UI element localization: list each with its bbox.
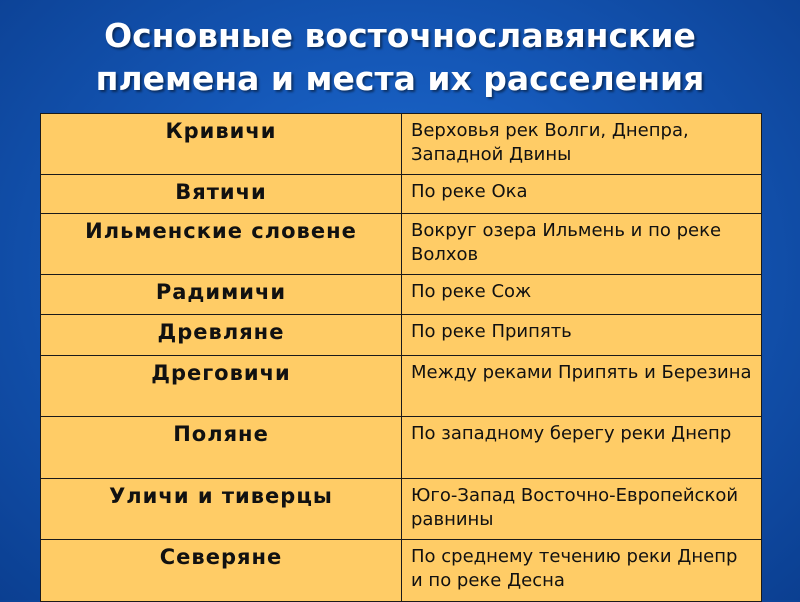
tribe-name: Древляне <box>41 315 402 356</box>
tribe-region: По реке Сож <box>402 275 762 315</box>
table-row <box>41 540 762 602</box>
tribe-name: Кривичи <box>41 114 402 175</box>
table-row <box>41 315 762 356</box>
tribe-name: Дреговичи <box>41 356 402 417</box>
tribe-region: По западному берегу реки Днепр <box>402 417 762 479</box>
tribe-name: Вятичи <box>41 175 402 214</box>
tribe-region: По реке Припять <box>402 315 762 356</box>
table-row <box>41 479 762 540</box>
table-row <box>41 275 762 315</box>
tribes-table <box>40 113 762 602</box>
tribe-name: Северяне <box>41 540 402 602</box>
tribe-name: Уличи и тиверцы <box>41 479 402 540</box>
table-row <box>41 214 762 275</box>
tribe-region: Юго-Запад Восточно-Европейской равнины <box>402 479 762 540</box>
tribe-region: Между реками Припять и Березина <box>402 356 762 417</box>
table-row <box>41 417 762 479</box>
tribe-name: Ильменские словене <box>41 214 402 275</box>
table-row <box>41 114 762 175</box>
tribe-name: Радимичи <box>41 275 402 315</box>
tribe-region: По среднему течению реки Днепр и по реке Десна <box>402 540 762 602</box>
tribe-region: Вокруг озера Ильмень и по реке Волхов <box>402 214 762 275</box>
tribe-name: Поляне <box>41 417 402 479</box>
table-row <box>41 175 762 214</box>
title-line-1: Основные восточнославянские <box>104 16 696 55</box>
title-line-2: племена и места их расселения <box>95 59 705 98</box>
slide-title <box>0 14 800 100</box>
tribe-region: Верховья рек Волги, Днепра, Западной Двины <box>402 114 762 175</box>
tribe-region: По реке Ока <box>402 175 762 214</box>
table-row <box>41 356 762 417</box>
